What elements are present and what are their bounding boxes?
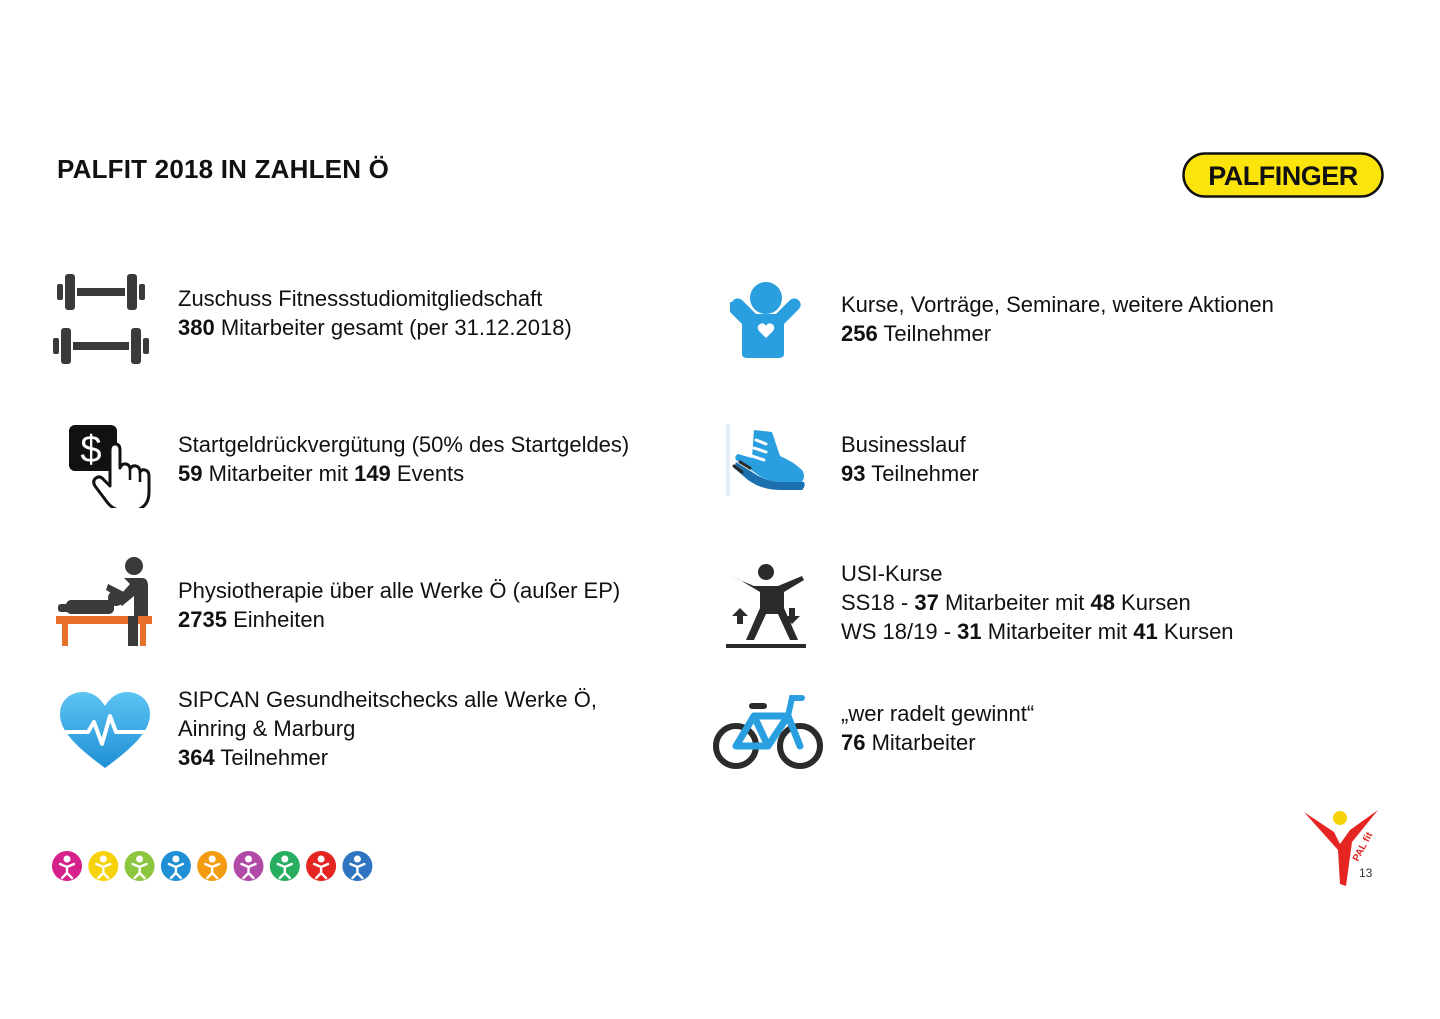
item-fitness-detail-text: Mitarbeiter gesamt (per 31.12.2018) xyxy=(214,315,572,340)
item-sipcan xyxy=(178,685,597,772)
item-sipcan-detail-text: Teilnehmer xyxy=(214,745,329,770)
item-usi-ss18-end: Kursen xyxy=(1114,590,1191,615)
item-usi-ws1819-end: Kursen xyxy=(1157,619,1234,644)
page-number: 13 xyxy=(1359,866,1373,880)
item-usi-ss18-mid: Mitarbeiter mit xyxy=(938,590,1091,615)
jumping-person-icon xyxy=(724,560,808,652)
item-kurse-detail xyxy=(841,319,1274,348)
item-usi-ws1819-mid: Mitarbeiter mit xyxy=(981,619,1134,644)
sport-badge-figure-head xyxy=(64,856,71,863)
item-radeln-count: 76 xyxy=(841,730,866,755)
item-sipcan-locations: Ainring & Marburg xyxy=(178,716,356,741)
item-physio-count: 2735 xyxy=(178,607,227,632)
item-startgeld-detail-mid: Mitarbeiter mit xyxy=(202,461,355,486)
item-businesslauf xyxy=(841,430,979,488)
item-usi-ws1819 xyxy=(841,617,1234,646)
sport-badge-figure-head xyxy=(245,856,252,863)
sport-badge-figure-head xyxy=(136,856,143,863)
sport-badge-figure-head xyxy=(318,856,325,863)
item-kurse-count: 256 xyxy=(841,321,878,346)
item-fitness-title: Zuschuss Fitnessstudiomitgliedschaft xyxy=(178,286,543,311)
item-usi-ss18-count: 37 xyxy=(914,590,939,615)
dumbbell-icon xyxy=(52,270,150,366)
item-fitness-detail xyxy=(178,313,572,342)
item-businesslauf-title: Businesslauf xyxy=(841,432,966,457)
item-kurse xyxy=(841,290,1274,348)
item-businesslauf-count: 93 xyxy=(841,461,866,486)
item-usi-ss18-term: SS18 - xyxy=(841,590,915,615)
item-usi-ss18-courses: 48 xyxy=(1090,590,1115,615)
sport-badge-figure-head xyxy=(100,856,107,863)
item-usi-ws1819-term: WS 18/19 - xyxy=(841,619,958,644)
sport-badge-figure-head xyxy=(172,856,179,863)
item-physio xyxy=(178,576,620,634)
sport-badge-figure-head xyxy=(281,856,288,863)
item-kurse-title: Kurse, Vorträge, Seminare, weitere Aktionen xyxy=(841,292,1274,317)
item-startgeld-detail-text: Events xyxy=(390,461,465,486)
item-startgeld-title: Startgeldrückvergütung (50% des Startgeldes) xyxy=(178,432,630,457)
item-physio-title: Physiotherapie über alle Werke Ö (außer EP) xyxy=(178,578,621,603)
palfinger-logo-text: PALFINGER xyxy=(1208,161,1358,191)
item-usi xyxy=(841,559,1234,646)
svg-text:$: $ xyxy=(80,429,102,471)
palfit-logo-text: PAL fit xyxy=(1350,830,1376,864)
item-usi-ss18 xyxy=(841,588,1234,617)
item-usi-ws1819-courses: 41 xyxy=(1133,619,1158,644)
physiotherapy-icon xyxy=(54,554,154,648)
item-sipcan-title: SIPCAN Gesundheitschecks alle Werke Ö, xyxy=(178,687,597,712)
item-sipcan-detail xyxy=(178,743,597,772)
sport-badge-figure-head xyxy=(209,856,216,863)
item-radeln-detail xyxy=(841,728,1034,757)
item-sipcan-count: 364 xyxy=(178,745,215,770)
bicycle-icon xyxy=(712,688,824,774)
item-physio-detail-text: Einheiten xyxy=(226,607,325,632)
heart-pulse-icon xyxy=(58,690,152,770)
item-fitness xyxy=(178,284,572,342)
running-shoe-icon xyxy=(724,422,808,498)
item-fitness-count: 380 xyxy=(178,315,215,340)
palfinger-logo xyxy=(1182,152,1384,198)
item-radeln xyxy=(841,699,1034,757)
page-title: PALFIT 2018 IN ZAHLEN Ö xyxy=(57,154,390,184)
item-physio-detail xyxy=(178,605,620,634)
item-kurse-detail-text: Teilnehmer xyxy=(877,321,992,346)
item-radeln-detail-text: Mitarbeiter xyxy=(865,730,976,755)
item-startgeld-detail xyxy=(178,459,629,488)
item-usi-title: USI-Kurse xyxy=(841,561,943,586)
item-startgeld xyxy=(178,430,629,488)
payment-touch-icon xyxy=(66,422,154,508)
item-startgeld-count-a: 59 xyxy=(178,461,203,486)
person-heart-icon xyxy=(730,280,802,360)
item-radeln-title: „wer radelt gewinnt“ xyxy=(841,701,1035,726)
palfit-logo xyxy=(1302,806,1386,894)
sport-badges xyxy=(50,848,376,884)
sport-badge-figure-head xyxy=(354,856,361,863)
item-usi-ws1819-count: 31 xyxy=(957,619,982,644)
item-businesslauf-detail-text: Teilnehmer xyxy=(865,461,979,486)
item-businesslauf-detail xyxy=(841,459,979,488)
item-startgeld-count-b: 149 xyxy=(354,461,391,486)
